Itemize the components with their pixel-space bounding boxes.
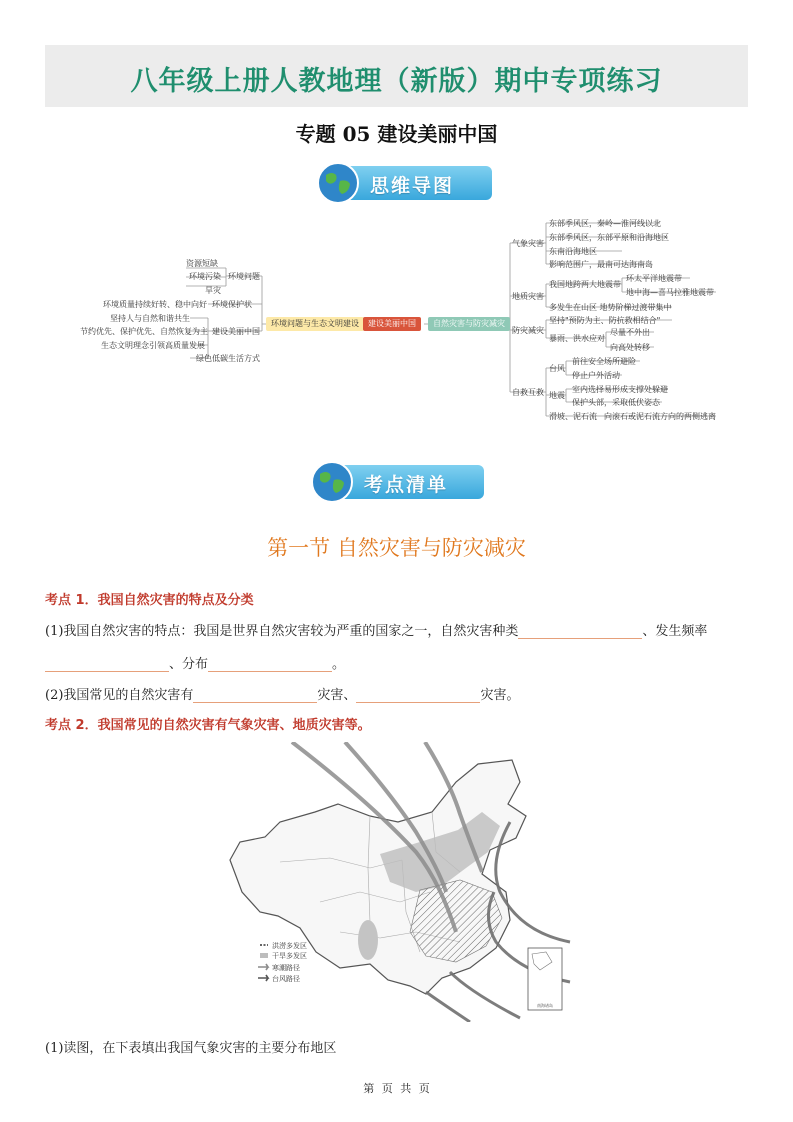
mindmap-banner-text: 思维导图	[370, 175, 455, 197]
document-title: 八年级上册人教地理（新版）期中专项练习	[130, 66, 663, 97]
mm-item: 多发生在山区 地势阶梯过渡带集中	[549, 303, 672, 312]
drought-zone	[358, 920, 378, 960]
text-run: 灾害、	[317, 688, 357, 703]
page-footer: 第 页 共 页	[363, 1082, 430, 1095]
mm-item: 室内选择易形成支撑处躲避	[572, 385, 668, 394]
checklist-banner-text: 考点清单	[364, 474, 449, 496]
mm-item: 坚持人与自然和谐共生	[110, 314, 190, 323]
mm-item: 停止户外活动	[572, 371, 620, 380]
mm-item: 前往安全场所避险	[572, 357, 636, 366]
mm-item: 地中海—喜马拉雅地震带	[626, 288, 714, 297]
mm-item: 尽量不外出	[610, 328, 650, 337]
legend-coldwave: 寒潮路径	[272, 964, 300, 972]
mm-item: 我国地跨两大地震带	[549, 280, 621, 289]
mm-group-label: 建设美丽中国	[212, 327, 260, 336]
mindmap-connectors	[0, 0, 793, 440]
china-disaster-map	[220, 742, 572, 1022]
mm-item: 绿色低碳生活方式	[196, 354, 260, 363]
text-run: 、发生频率	[642, 624, 708, 639]
mm-group-label: 自救互救	[512, 388, 544, 397]
legend-flood: 洪涝多发区	[272, 942, 307, 950]
mm-center-node: 建设美丽中国	[363, 317, 421, 331]
answer-blank[interactable]	[356, 688, 480, 703]
legend-typhoon: 台风路径	[272, 975, 300, 983]
text-run: (2)我国常见的自然灾害有	[45, 688, 194, 703]
answer-blank[interactable]	[45, 657, 169, 672]
mm-item: 环太平洋地震带	[626, 274, 682, 283]
map-legend	[258, 941, 307, 983]
mm-item: 保护头部，采取低伏姿态	[572, 398, 660, 407]
checklist-banner	[316, 465, 484, 499]
inset-label: 南海诸岛	[537, 1003, 553, 1008]
mm-right-branch: 自然灾害与防灾减灾	[428, 317, 510, 331]
mm-item: 生态文明理念引领高质量发展	[101, 341, 205, 350]
mm-item: 暴雨、洪水应对	[549, 334, 605, 343]
mm-group-label: 气象灾害	[512, 239, 544, 248]
text-run: 、分布	[169, 657, 209, 672]
legend-drought: 干旱多发区	[272, 952, 307, 960]
mm-item: 滑坡、泥石流	[549, 412, 597, 421]
mm-item: 东部季风区，秦岭—淮河线以北	[549, 219, 661, 228]
mm-group-label: 环境保护状	[212, 300, 252, 309]
mm-group-label: 地质灾害	[512, 292, 544, 301]
text-run: (1)我国自然灾害的特点：我国是世界自然灾害较为严重的国家之一，自然灾害种类	[45, 624, 519, 639]
mm-item: 向高处转移	[610, 343, 650, 352]
kaodian-1-paragraph-1-cont	[45, 653, 345, 672]
mm-item: 资源短缺	[186, 259, 218, 268]
section-title: 第一节 自然灾害与防灾减灾	[267, 536, 526, 560]
topic-title: 专题 05 建设美丽中国	[295, 122, 498, 146]
mm-item: 地震	[549, 391, 565, 400]
mm-group-label: 环境问题	[228, 272, 260, 281]
mm-item: 东部季风区，东部平原和沿海地区	[549, 233, 669, 242]
mm-left-branch: 环境问题与生态文明建设	[266, 317, 364, 331]
mm-item: 旱灾	[205, 286, 221, 295]
answer-blank[interactable]	[193, 688, 317, 703]
mm-item: 环境质量持续好转、稳中向好	[103, 300, 207, 309]
mm-item: 东南沿海地区	[549, 247, 597, 256]
kaodian-1-paragraph-1	[45, 620, 707, 639]
mm-item: 向滚石或泥石流方向的两侧逃离	[604, 412, 716, 421]
mm-item: 坚持"预防为主、防抗救相结合"	[549, 316, 661, 325]
kaodian-1-title: 考点 1．我国自然灾害的特点及分类	[45, 593, 254, 608]
answer-blank[interactable]	[208, 657, 332, 672]
kaodian-1-paragraph-2	[45, 684, 519, 703]
mm-item: 环境污染	[189, 272, 221, 281]
mm-group-label: 防灾减灾	[512, 326, 544, 335]
answer-blank[interactable]	[518, 624, 642, 639]
globe-icon	[310, 460, 354, 504]
text-run: 。	[332, 657, 346, 672]
mm-item: 影响范围广，最南可达海南岛	[549, 260, 653, 269]
kaodian-2-question: (1)读图，在下表填出我国气象灾害的主要分布地区	[45, 1041, 337, 1056]
text-run: 灾害。	[480, 688, 520, 703]
kaodian-2-title: 考点 2．我国常见的自然灾害有气象灾害、地质灾害等。	[45, 718, 371, 733]
mm-item: 台风	[549, 364, 565, 373]
mm-item: 节约优先、保护优先、自然恢复为主	[80, 327, 208, 336]
